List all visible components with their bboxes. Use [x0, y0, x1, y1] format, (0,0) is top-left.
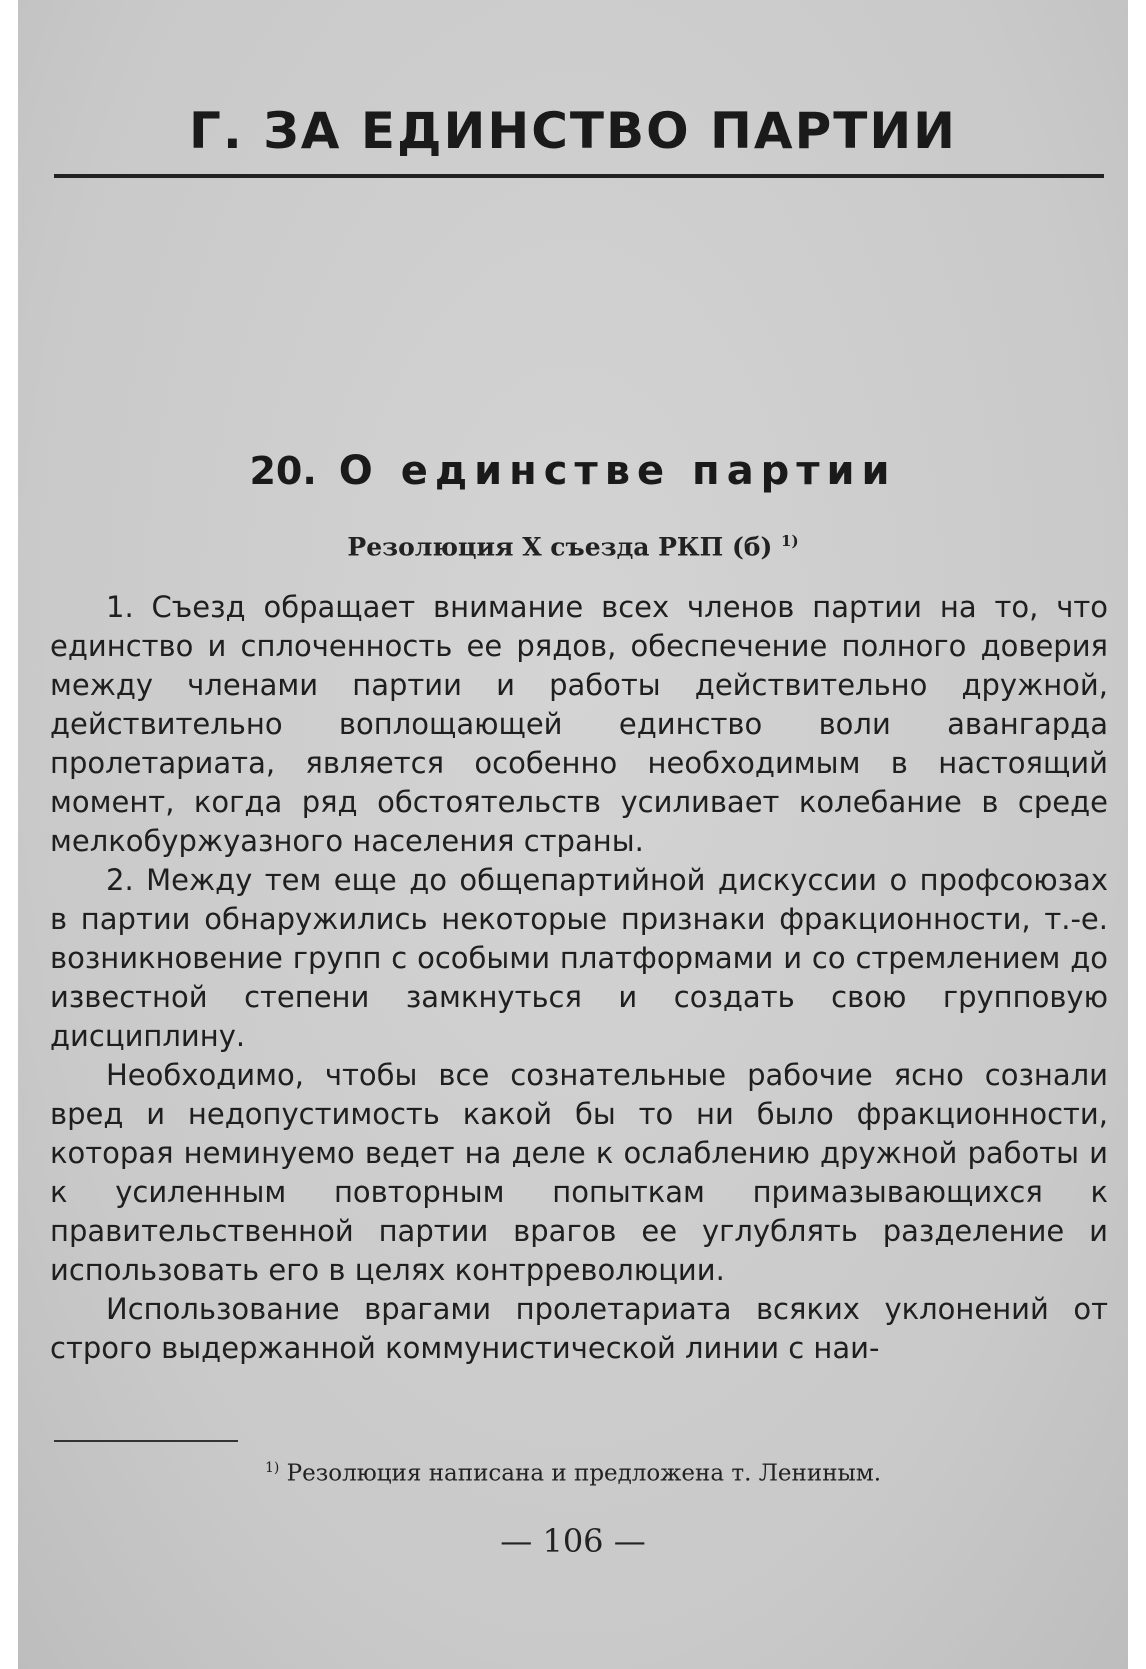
book-page	[18, 0, 1128, 1669]
section-title: Г. ЗА ЕДИНСТВО ПАРТИИ	[188, 102, 958, 160]
article-subtitle	[18, 532, 1128, 561]
article-title: О единстве партии	[338, 448, 897, 494]
paragraph-4: Использование врагами пролетариата всяких уклонений от строго выдержанной коммунистической линии с наи-	[50, 1292, 1108, 1365]
article-body	[50, 588, 1108, 1368]
footnote	[18, 1460, 1128, 1487]
paragraph-2: 2. Между тем еще до общепартийной дискуссии о профсоюзах в партии обнаружились некоторые признаки фракционности, т.-е. возникновение групп с особыми платформами и со стремлением до известной степени замкнуться и создать свою групповую дисциплину.	[50, 863, 1108, 1053]
article-number: 20.	[249, 449, 317, 493]
article-heading	[18, 448, 1128, 494]
footnote-marker: 1)	[264, 1460, 280, 1476]
paragraph-3: Необходимо, чтобы все сознательные рабочие ясно сознали вред и недопустимость какой бы то ни было фракционности, которая неминуемо ведет на деле к ослаблению дружной работы и к усиленным повторным попыткам примазывающихся к правительственной партии врагов ее углублять разделение и использовать его в целях контрреволюции.	[50, 1058, 1108, 1287]
paragraph-1: 1. Съезд обращает внимание всех членов партии на то, что единство и сплоченность ее рядов, обеспечение полного доверия между членами партии и работы действительно дружной, действительно воплощающей единство воли авангарда пролетариата, является особенно необходимым в настоящий момент, когда ряд обстоятельств усиливает колебание в среде мелкобуржуазного населения страны.	[50, 590, 1108, 858]
footnote-ref: 1)	[781, 532, 799, 550]
footnote-rule	[54, 1440, 238, 1442]
title-rule	[54, 174, 1104, 178]
page-number: — 106 —	[500, 1522, 646, 1560]
subtitle-text: Резолюция X съезда РКП (б)	[347, 532, 773, 562]
footnote-text: Резолюция написана и предложена т. Лениным.	[286, 1460, 882, 1487]
